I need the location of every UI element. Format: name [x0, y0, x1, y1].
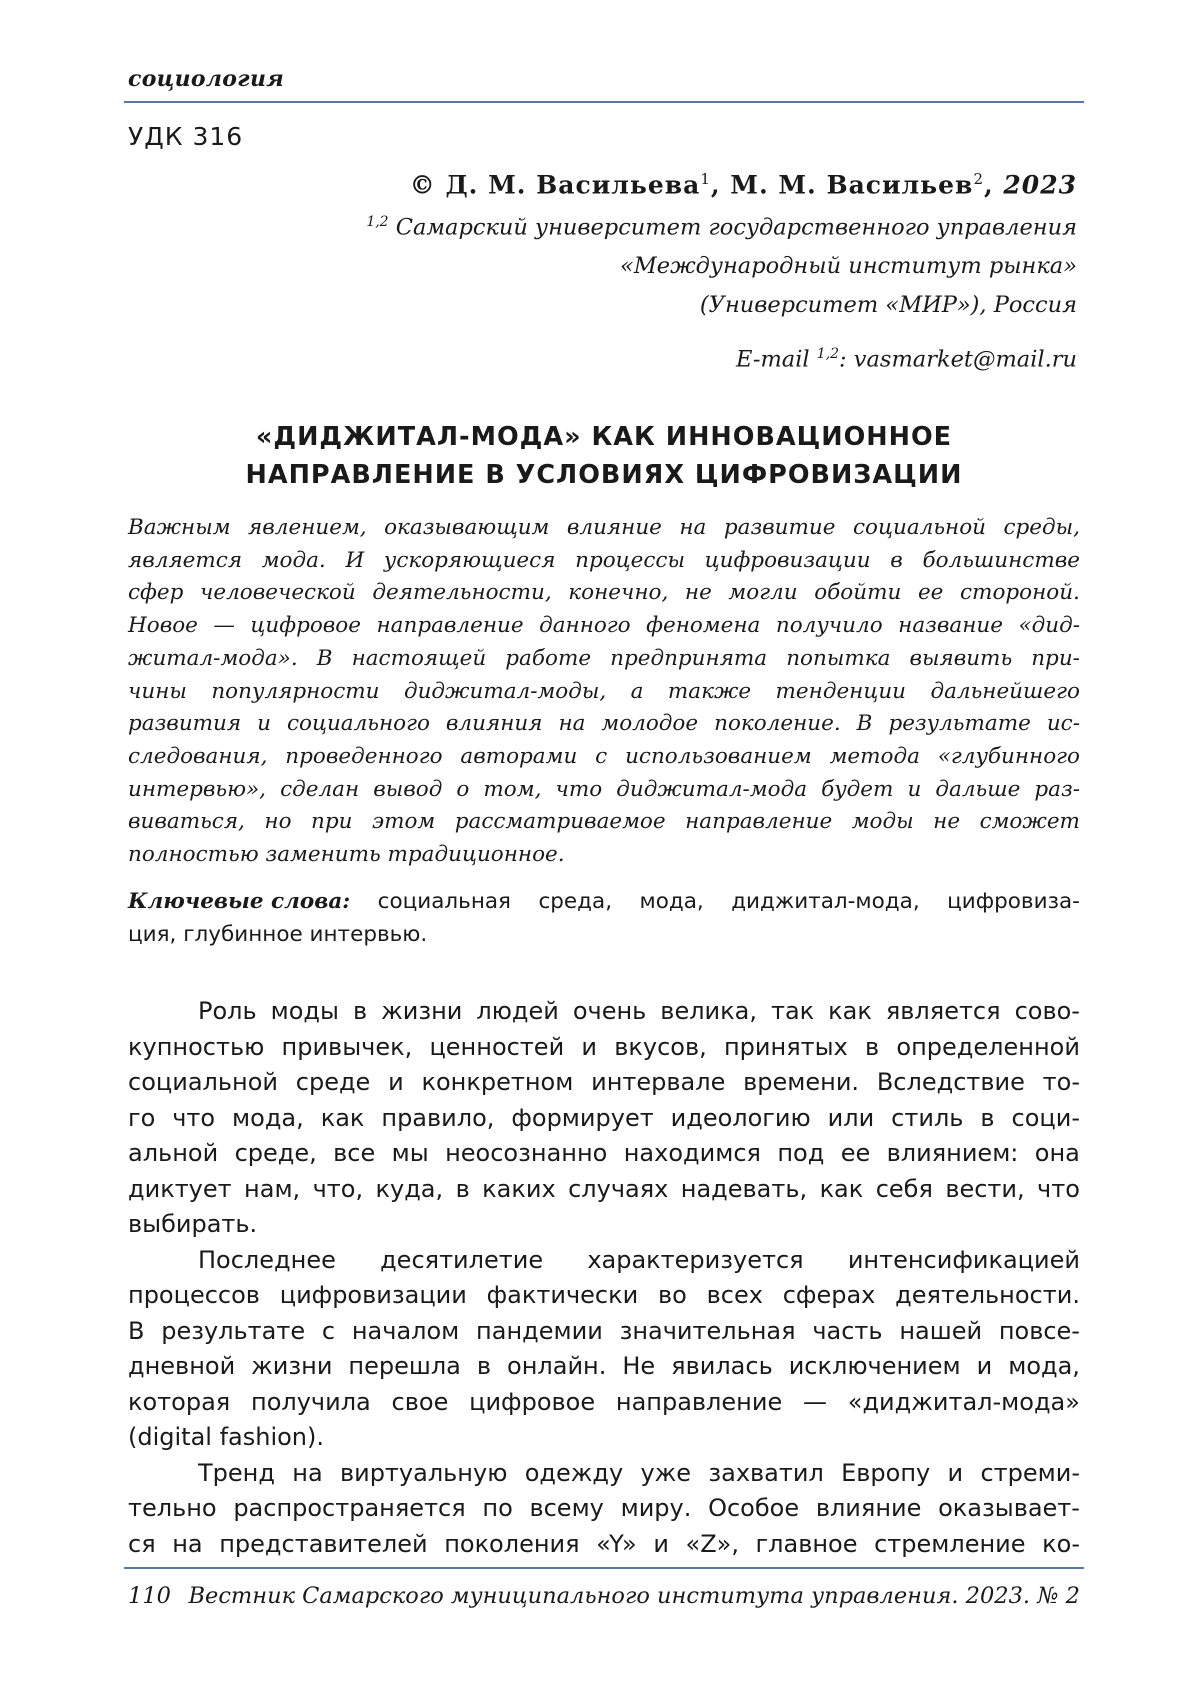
page-number: 110	[128, 1583, 171, 1609]
body-line: В результате с началом пандемии значительная часть нашей повсе-	[128, 1316, 1080, 1345]
email-address[interactable]: : vasmarket@mail.ru	[839, 346, 1077, 373]
journal-citation: Вестник Самарского муниципального института управления. 2023. № 2	[188, 1583, 1080, 1609]
abstract-line: является мода. И ускоряющиеся процессы цифровизации в большинстве	[128, 547, 1080, 573]
abstract-line: полностью заменить традиционное.	[128, 842, 565, 868]
page-footer	[128, 1583, 1080, 1609]
affiliation-text-1: Самарский университет государственного управления	[395, 214, 1077, 241]
author-1-name: Д. М. Васильева	[445, 170, 701, 200]
abstract-line: следования, проведенного авторами с использованием метода «глубинного	[128, 743, 1080, 769]
email-affil-mark: 1,2	[816, 346, 840, 362]
copyright-sign: ©	[409, 170, 436, 200]
author-line: © Д. М. Васильева$^1$, М. М. Васильев$^2$, 2023	[409, 170, 1077, 200]
body-line: Последнее десятилетие характеризуется интенсификацией	[198, 1245, 1080, 1274]
affiliation-line-3: (Университет «МИР»), Россия	[699, 292, 1077, 318]
author-2-name: М. М. Васильев	[730, 170, 974, 200]
keywords-line: ция, глубинное интервью.	[128, 921, 428, 947]
body-line: (digital fashion).	[128, 1423, 325, 1451]
body-paragraph	[128, 994, 1080, 1243]
title-line: «ДИДЖИТАЛ-МОДА» КАК ИННОВАЦИОННОЕ	[255, 422, 953, 452]
body-line: выбирать.	[128, 1210, 258, 1238]
author-2-affil-mark: 2	[973, 170, 984, 188]
abstract-line: развития и социального влияния на молодое поколение. В результате ис-	[128, 711, 1080, 737]
abstract-line: Новое — цифровое направление данного феномена получило название «дид-	[128, 613, 1080, 639]
body-paragraph	[128, 1243, 1080, 1456]
abstract-line: сфер человеческой деятельности, конечно, не могли обойти ее стороной.	[128, 580, 1080, 606]
body-line: ся на представителей поколения «Y» и «Z», главное стремление ко-	[128, 1529, 1080, 1558]
article-title	[128, 418, 1080, 494]
affiliation-line-1	[366, 214, 1077, 241]
body-line: го что мода, как правило, формирует идеологию или стиль в соци-	[128, 1103, 1080, 1132]
body-line: которая получила свое цифровое направление — «диджитал-мода»	[128, 1387, 1080, 1416]
body-line: купностью привычек, ценностей и вкусов, принятых в определенной	[128, 1032, 1080, 1061]
publication-year: 2023	[1003, 170, 1077, 200]
header-rule	[124, 101, 1084, 103]
affiliation-line-2: «Международный институт рынка»	[619, 253, 1077, 279]
title-line: НАПРАВЛЕНИЕ В УСЛОВИЯХ ЦИФРОВИЗАЦИИ	[245, 460, 963, 490]
body-line: дневной жизни перешла в онлайн. Не явилась исключением и мода,	[128, 1352, 1080, 1380]
keywords-line: Ключевые слова: социальная среда, мода, диджитал-мода, цифровиза-	[128, 886, 1080, 919]
author-1-affil-mark: 1	[700, 170, 711, 188]
contact-email	[736, 346, 1077, 373]
body-line: процессов цифровизации фактически во всех сферах деятельности.	[128, 1281, 1080, 1309]
body-line: альной среде, все мы неосознанно находимся под ее влиянием: она	[128, 1139, 1080, 1167]
body-paragraph	[128, 1456, 1080, 1563]
email-label: E-mail	[736, 346, 810, 373]
body-line: социальной среде и конкретном интервале времени. Вследствие то-	[128, 1068, 1080, 1096]
abstract	[128, 512, 1080, 872]
abstract-line: интервью», сделан вывод о том, что диджитал-мода будет и дальше раз-	[128, 776, 1080, 802]
section-tag: социология	[128, 66, 285, 92]
udk-code: УДК 316	[128, 122, 244, 151]
body-line: диктует нам, что, куда, в каких случаях надевать, как себя вести, что	[128, 1174, 1080, 1203]
abstract-line: чины популярности диджитал-моды, а также тенденции дальнейшего	[128, 678, 1080, 704]
body-line: Тренд на виртуальную одежду уже захватил Европу и стреми-	[198, 1458, 1080, 1487]
abstract-line: виваться, но при этом рассматриваемое направление моды не сможет	[128, 809, 1080, 835]
body-line: Роль моды в жизни людей очень велика, так как является сово-	[198, 997, 1080, 1025]
keywords	[128, 886, 1080, 951]
body-line: тельно распространяется по всему миру. Особое влияние оказывает-	[128, 1494, 1080, 1522]
article-body	[128, 994, 1080, 1562]
keywords-label: Ключевые слова:	[128, 889, 351, 914]
footer-rule	[124, 1567, 1084, 1569]
abstract-line: житал-мода». В настоящей работе предпринята попытка выявить при-	[128, 645, 1080, 671]
abstract-line: Важным явлением, оказывающим влияние на развитие социальной среды,	[128, 515, 1080, 540]
affiliation-mark: 1,2	[366, 214, 389, 230]
